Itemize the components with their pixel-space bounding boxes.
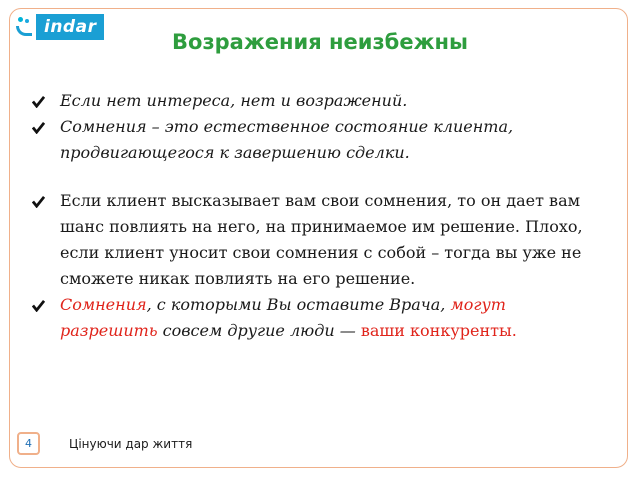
bullet-item — [30, 292, 590, 344]
bullet-text: Если клиент высказывает вам свои сомнения, то он дает вам шанс повлиять на него, на принимаемое им решение. Плохо, если клиент уносит свои сомнения с собой – тогда вы уже не сможете никак повлиять на его решение. — [60, 191, 583, 288]
check-bullet-icon — [32, 195, 45, 208]
footer-slogan: Цінуючи дар життя — [69, 437, 193, 451]
slide-title: Возражения неизбежны — [172, 30, 468, 54]
bullet-text: совсем другие люди — — [157, 321, 361, 340]
bullet-text: Сомнения – это естественное состояние клиента, продвигающегося к завершению сделки. — [60, 117, 514, 162]
logo — [16, 13, 138, 41]
logo-mark-icon — [16, 17, 34, 37]
check-bullet-icon — [32, 121, 45, 134]
highlight-competitors: ваши конкуренты. — [360, 321, 517, 340]
highlight-doubts: Сомнения — [60, 295, 147, 314]
check-bullet-icon — [32, 95, 45, 108]
bullet-list — [30, 88, 590, 344]
logo-wordmark: indar — [36, 14, 104, 40]
page-number-badge — [17, 432, 40, 455]
page-number: 4 — [25, 437, 32, 450]
bullet-item — [30, 88, 590, 114]
bullet-text: Если нет интереса, нет и возражений. — [60, 91, 408, 110]
bullet-text: , с которыми Вы оставите Врача, — [146, 295, 451, 314]
bullet-item — [30, 114, 590, 166]
check-bullet-icon — [32, 299, 45, 312]
bullet-item — [30, 188, 590, 292]
highlight-can-resolve: могут разрешить — [60, 295, 506, 340]
